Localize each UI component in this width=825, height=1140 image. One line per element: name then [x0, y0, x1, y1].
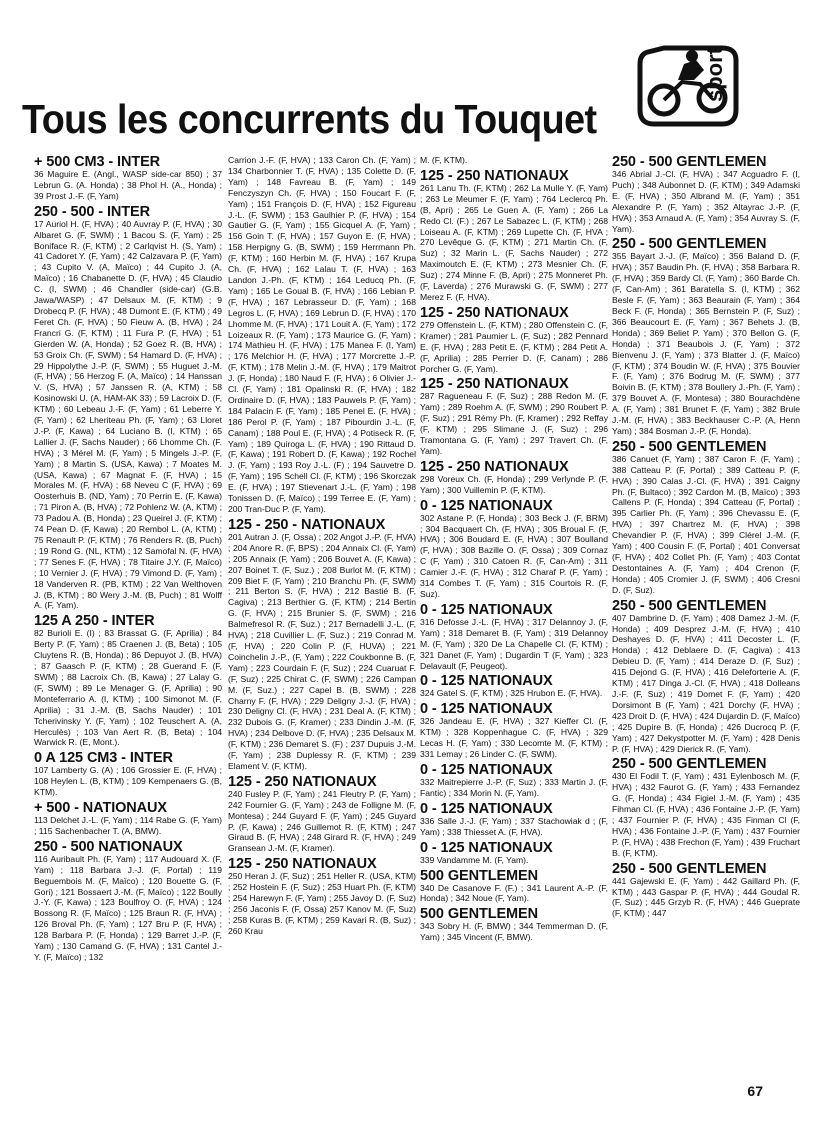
section-heading: 250 - 500 GENTLEMEN [612, 597, 767, 614]
section-heading: 0 A 125 CM3 - INTER [34, 750, 173, 767]
competitor-list: 113 Delchet J.-L. (F, Yam) ; 114 Rabe G. (F, Yam) ; 115 Sachenbacher T. (A, BMW). [34, 815, 222, 836]
svg-text:sport: sport [702, 47, 727, 102]
section-heading: 125 - 250 NATIONAUX [420, 376, 569, 393]
sport-logo [634, 40, 744, 134]
section-heading: + 500 - NATIONAUX [34, 800, 167, 817]
competitor-list: 287 Ragueneau F. (F, Suz) ; 288 Redon M. (F, Yam) ; 289 Roehm A. (F, SWM) ; 290 Roubert P. (F, Suz) ; 291 Rémy Ph. (F, Kramer) ; 292 Reffay (F, KTM) ; 295 Slimane J. (F, Suz) ; 296 Tramontana G. (F, Yam) ; 297 Travert Ch. (F, Yam). [420, 391, 608, 456]
column-4 [612, 155, 800, 919]
competitor-list: 36 Maguire E. (Angl., WASP side-car 850) ; 37 Lebrun G. (A. Honda) ; 38 Phol H. (A., Honda) ; 39 Prost J.-F. (F, Yam) [34, 169, 222, 201]
section-heading: 125 - 250 NATIONAUX [420, 304, 569, 321]
competitor-list: 339 Vandamme M. (F, Yam). [420, 854, 529, 865]
competitor-list: M. (F, KTM). [420, 155, 468, 165]
section-heading: 0 - 125 NATIONAUX [420, 839, 553, 856]
competitor-list: 261 Lanu Th. (F, KTM) ; 262 La Mulle Y. (F, Yam) ; 263 Le Meumer F. (F, Yam) ; 764 Leclercq Ph. (B, Apri) ; 265 Le Guen A. (F, Yam) ; 266 La Redo Cl. (F.) ; 267 Le Sabazec L. (F, KTM) ; 268 Loiseau A. (F, KTM) ; 269 Lupette Ch. (F, HVA ; 270 Levêque G. (F, KTM) ; 271 Martin Ch. (F, Suz) ; 32 Marin L. (F, Sachs Nauder) ; 272 Maximoutch E. (F, KTM) ; 273 Mesnier Ch. (F, Suz) ; 274 Minne F. (B, Apri) ; 275 Monneret Ph. (F, Laverda) ; 276 Murawski G. (F, SWM) ; 277 Merez F. (F, HVA). [420, 182, 608, 302]
section-heading: 250 - 500 GENTLEMEN [612, 154, 767, 170]
competitor-list: 355 Bayart J.-J. (F, Maïco) ; 356 Baland D. (F, HVA) ; 357 Baudin Ph. (F, HVA) ; 358 Barbara R. (F, HVA) ; 359 Bardy Cl. (F, Yam) ; 360 Barde Ch. (F, Can-Am) ; 361 Baratella S. (I, KTM) ; 362 Besle F. (F, Yam) ; 363 Beaurain (F, Yam) ; 364 Beck F. (F, Honda) ; 365 Bernstein P. (F, Suz) ; 366 Beaucourt E. (F, Yam) ; 367 Behets J. (B, Honda) ; 369 Beliet P. Yam) ; 370 Bellon G. (F, Honda) ; 371 Beaubois J. (F, Yam) ; 372 Bienvenu J. (F, Yam) ; 373 Blatter J. (F, Maïco) (F, KTM) ; 374 Boudin W. (F, HVA) ; 375 Bouvier F. (F, Yam) ; 376 Bodrug M. (F, SWM) ; 377 Boivin B. (F, KTM) ; 378 Boullery J.-Ph. (F, Yam) ; 379 Bouvet A. (F, Montesa) ; 380 Bourachdène A. (F, Yam) ; 381 Brunet F. (F, Yam) ; 382 Brule J.-M. (F, HVA) ; 383 Beckhauser C.-P. (A, Henn Yam) ; 384 Bosman J.-P. (F, Honda). [612, 251, 800, 436]
competitor-list: 326 Jandeau E. (F, HVA) ; 327 Kieffer Cl. (F, KTM) ; 328 Koppenhague C. (F, HVA) ; 329 Lecas H. (F, Yam) ; 330 Lecomte M. (F, KTM) ; 331 Lemay ; 26 Linder C. (F, SWM). [420, 716, 608, 760]
section-heading: 125 - 250 NATIONAUX [420, 458, 569, 475]
section-heading: 125 - 250 NATIONAUX [228, 856, 377, 873]
section-heading: 250 - 500 GENTLEMEN [612, 756, 767, 773]
competitor-list: 298 Voreux Ch. (F, Honda) ; 299 Verlynde P. (F, Yam) ; 300 Vuillemin P. (F, KTM). [420, 473, 608, 495]
competitor-list: 116 Auribault Ph. (F, Yam) ; 117 Audouard X. (F, Yam) ; 118 Barbara J.-J. (F, Portal) ; 119 Beguembois M. (F, Maïco) ; 120 Bouette G. (F, Gori) ; 121 Bossaert J.-M. (F, Maïco) ; 122 Boully J.-Y. (F, Kawa) ; 123 Boulfroy O. (F, HVA) ; 124 Bossong R. (F, Maïco) ; 125 Braun R. (F, HVA) ; 126 Broval Ph. (F, Yam) ; 127 Bru P. (F, HVA) ; 128 Barbara P. (F, Honda) ; 129 Barret J.-P. (F, Yam) ; 130 Camand G. (F, HVA) ; 131 Cantel J.-Y. (F, Maïco) ; 132 [34, 853, 222, 962]
competitor-list: 324 Gatel S. (F, KTM) ; 325 Hrubon E. (F, HVA). [420, 688, 603, 699]
section-heading: 0 - 125 NATIONAUX [420, 497, 553, 514]
section-heading: 125 A 250 - INTER [34, 613, 155, 630]
competitor-list: 17 Auriol H. (F, HVA) ; 40 Auvray P. (F, HVA) ; 30 Albaret G. (F, SWM) ; 1 Bacou S. (F, Yam) ; 25 Boniface R. (F, KTM) ; 2 Carlqvist H. (S, Yam) ; 41 Cadoret Y. (F, Yam) ; 42 Calzavara P. (F, Yam) ; 43 Cupito V. (A, Maïco) ; 44 Cupito J. (A, Maïco) ; 16 Chabanette D. (F, HVA) ; 45 Claudio C. (I, SWM) ; 46 Chandler (side-car) (G.B. Jawa/WASP) ; 47 Delsaux M. (F, KTM) ; 9 Drobecq P. (F, HVA) ; 48 Dumont E. (F, KTM) ; 49 Feret Ch. (F, HVA) ; 50 Fieuw A. (B, HVA) ; 24 Francri G. (F, KTM) ; 11 Fura P. (F, HVA) ; 51 Gierden W. (A, Honda) ; 52 Goez R. (B, HVA) ; 53 Groix Ch. (F, SWM) ; 54 Hamard D. (F, HVA) ; 29 Hippolythe J.-P. (F, SWM) ; 55 Huguet J.-M. (F, HVA) ; 56 Herzog F. (A, Maïco) ; 14 Hanssan V. (S, HVA) ; 57 Janssen R. (A, KTM) ; 58 Kosinowski U. (A, HAM-AK 33) ; 59 Lacroix D. (F, KTM) ; 60 Lebeau J.-F. (F, Yam) ; 61 Leberre Y. (F, Yam) ; 62 Lheriteau Ph. (F, Yam) ; 63 Lloret J.-P. (F, Kawa) ; 64 Luciano B. (I, KTM) ; 65 Lallier J. (F, Sachs Nauder) ; 66 Lhomme Ch. (F. HVA) ; 3 Mérel M. (F, Yam) ; 5 Mingels J.-P. (F, Yam) ; 8 Martin S. (USA, Kawa) ; 7 Moates M. (USA, Kawa) ; 67 Magnat F. (F, HVA) ; 15 Morales M. (F, HVA) ; 68 Neveu C (F, HVA) ; 69 Oosterhuis B. (ND, Yam) ; 70 Perrin E. (F, Kawa) ; 71 Piron A. (B, HVA) ; 72 Pohlenz W. (A, KTM) ; 73 Padou A. (B, Honda) ; 23 Queirel J. (F, KTM) ; 74 Pean D. (F, Kawa) ; 20 Rembol L. (A, KTM) ; 75 Renault P. (F, KTM) ; 76 Renders R. (B, Puch) ; 19 Rond G. (NL, KTM) ; 12 Samofal N. (F, HVA) ; 77 Senes F. (F, HVA) ; 78 Titaire J.Y. (F, Maïco) ; 10 Vernier J. (F, HVA) ; 79 Vimond D. (F, Yam) ; 18 Vanderven R. (PB, KTM) ; 22 Van Welthoven J. (B, KTM) ; 80 Wery J.-M. (B, Puch) ; 81 Wolff A. (F, Yam). [34, 218, 222, 611]
competitor-list: 386 Canuet (F, Yam) ; 387 Caron F. (F, Yam) ; 388 Catteau P. (F, Portal) ; 389 Catteau P. (F, HVA) ; 390 Calas J.-Cl. (F, HVA) ; 391 Caigny Ph. (F, Bultaco) ; 392 Cardon M. (B, Maïco) ; 393 Callens P. (F, Honda) ; 394 Catteau (F, Portal) ; 395 Carlier Ph. (F, Yam) ; 396 Chevassu E. (F, HVA) ; 397 Chartrez M. (F, HVA) ; 398 Chevandier P. (F, HVA) ; 399 Clérel J.-M. (F, Yam) ; 400 Cousin F. (F, Portal) ; 401 Conversat (F, HVA) ; 402 Collet Ph. (F, Yam) ; 403 Contat Destontaines A. (F, Yam) ; 404 Crenon (F, Honda) ; 405 Cromier J. (F, SWM) ; 406 Cresni D. (F, Suz). [612, 453, 800, 595]
section-heading: 0 - 125 NATIONAUX [420, 673, 553, 690]
section-heading: 125 - 250 NATIONAUX [420, 167, 569, 184]
section-heading: 0 - 125 NATIONAUX [420, 761, 553, 778]
section-heading: 500 GENTLEMEN [420, 906, 538, 923]
section-heading: 0 - 125 NATIONAUX [420, 601, 553, 618]
section-heading: 0 - 125 NATIONAUX [420, 800, 553, 817]
competitor-list: 430 El Fodil T. (F, Yam) ; 431 Eylenbosch M. (F, HVA) ; 432 Faurot G. (F, Yam) ; 433 Fernandez G. (F, Honda) ; 434 Figiel J.-M. (F, Yam) ; 435 Fihman Cl. (F, HVA) ; 436 Fontaine J.-P. (F, Yam) ; 437 Fournier P. (F, HVA) ; 435 Finman Cl (F, HVA) ; 436 Fontaine J.-P. (F, Yam) ; 437 Fournier P. (F, HVA) ; 438 Frechon (F, Yam) ; 439 Fruchart B. (F, KTM). [612, 771, 800, 858]
competitor-list: 279 Offenstein L. (F, KTM) ; 280 Offenstein C. (F, Kramer) ; 281 Paumier L. (F, Suz) ; 282 Pennard E. (F, HVA) ; 283 Petit E. (F, KTM) ; 284 Petit A. (F, Aprilia) ; 285 Perrier D. (F, Canam) ; 286 Porcher G. (F, Yam). [420, 319, 608, 374]
competitor-list: 336 Salle J.-J. (F, Yam) ; 337 Stachowiak d ; (F, Yam) ; 338 Thiesset A. (F, HVA). [420, 815, 608, 837]
column-2 [228, 155, 416, 937]
competitor-list: Carrion J.-F. (F, HVA) ; 133 Caron Ch. (F, Yam) ; 134 Charbonnier T. (F, HVA) ; 135 Colette D. (F, Yam) ; 148 Favreau B. (F, Yam) ; 149 Fenczyszyn Ch. (F, HVA) ; 150 Foucart F. (F, Yam) ; 151 François D. (F, HVA) ; 152 Figureau J.-L. (F, SWM) ; 153 Gaulhier P. (F, HVA) ; 154 Gautier G. (F, Yam) ; 155 Gicquel A. (F, Yam) ; 156 Goin T. (F, HVA) ; 157 Guyon E. (F, HVA) ; 158 Herpigny G. (B, SWM) ; 159 Herrmann Ph. (F, KTM) ; 160 Herbin M. (F, HVA) ; 167 Krupa Ch. (F, HVA) ; 162 Lalau T. (F, HVA) ; 163 Landon J.-Ph. (F, KTM) ; 164 Leducq Ph. (F, Yam) ; 165 Le Goual B. (F, HVA) ; 166 Lebian P. (F, HVA) ; 167 Lebrasseur D. (F, Yam) ; 168 Legros L. (F, HVA) ; 169 Lebrun D. (F, HVA) ; 170 Lhomme M. (F, HVA) ; 171 Louit A. (F, Yam) ; 172 Loizeaux R. (F, Yam) ; 173 Maurice G. (F, Yam) ; 174 Mathieu H. (F, HVA) ; 175 Manea F. (I, Yam) ; 176 Melchior H. (F, HVA) ; 177 Morcrette J.-P. (F, KTM) ; 178 Melin J.-M. (F, HVA) ; 179 Maitrot J. (F, Honda) ; 180 Naud F. (F, HVA) ; 6 Olivier J.-Cl. (F, Yam) ; 181 Opalinski R. (F, HVA) ; 182 Ordinaire D. (F, HVA) ; 183 Pauwels P. (F, Yam) ; 184 Palacin F. (F, Yam) ; 185 Penel E. (F, HVA) ; 186 Perol P. (F, Yam) ; 187 Pibourdin J.-L. (F, Canam) ; 188 Poul E. (F, HVA) ; 4 Potiseck R. (F, Yam) ; 189 Quiroga L. (F, HVA) ; 190 Rittaud D. (F, Kawa) ; 191 Robert D. (F, Kawa) ; 192 Rochel J. (F, Yam) ; 193 Roy J.-L. (F) ; 194 Sauvetre D. (F, Yam) ; 195 Schell Cl. (F, KTM) ; 196 Skorczak E. (F, HVA) ; 197 Stievenart J.-L. (F, Yam) ; 198 Tonissen D. (F, Maïco) ; 199 Terree E. (F, Yam) ; 200 Tran-Duc P. (F, Yam). [228, 155, 416, 514]
section-heading: 125 - 250 NATIONAUX [228, 773, 377, 790]
column-3 [420, 155, 608, 943]
page-title: Tous les concurrents du Touquet [22, 96, 597, 142]
section-heading: 125 - 250 - NATIONAUX [228, 516, 386, 533]
competitor-list: 340 De Casanove F. (F.) ; 341 Laurent A.-P. (F, Honda) ; 342 Noue (F, Yam). [420, 882, 608, 904]
section-heading: 250 - 500 GENTLEMEN [612, 860, 767, 877]
section-heading: 250 - 500 NATIONAUX [34, 838, 183, 855]
competitor-list: 343 Sobry H. (F, BMW) ; 344 Temmerman D. (F, Yam) ; 345 Vincent (F, BMW). [420, 921, 608, 943]
section-heading: + 500 CM3 - INTER [34, 154, 161, 170]
competitor-list: 441 Gajewski E. (F, Yam) ; 442 Gaillard Ph. (F, KTM) ; 443 Gaspar P. (F, HVA) ; 444 Goudal R. (F, Suz) ; 445 Grzyb R. (F, HVA) ; 446 Gueprate (F, KTM) ; 447 [612, 875, 800, 919]
competitor-list: 302 Astane P. (F, Honda) ; 303 Beck J. (F, BRM) ; 304 Bacquaert Ch. (F, HVA) ; 305 Broual F. (F, HVA) ; 306 Boudard E. (F, HVA) ; 307 Boulland (F, HVA) ; 308 Bazille O. (F, Ossa) ; 309 Cornaz C (F, Yam) ; 310 Catoen R. (F, Can-Am) ; 311 Camier J.-F. (F, HVA) ; 312 Charaf P. (F, Yam) ; 314 Combes T. (F, Yam) ; 315 Courtois R. (F, Suz). [420, 512, 608, 599]
page-number: 67 [747, 1083, 763, 1099]
section-heading: 250 - 500 GENTLEMEN [612, 236, 767, 253]
competitor-list: 240 Fusley P. (F, Yam) ; 241 Fleutry P. (F, Yam) ; 242 Fournier G. (F, Yam) ; 243 de Folligne M. (F, Montesa) ; 244 Guyard F. (F, Yam) ; 245 Guyard P. (F, Kawa) ; 246 Guillemot R. (F, KTM) ; 247 Giraud B. (F, HVA) ; 248 Girard R. (F, HVA) ; 249 Gransean J.-M. (F, Kramer). [228, 788, 416, 854]
section-heading: 500 GENTLEMEN [420, 867, 538, 884]
competitor-list: 346 Abrial J.-Cl. (F, HVA) ; 347 Acguadro F. (I, Puch) ; 348 Aubonnet D. (F, KTM) ; 349 Adamski E. (F, HVA) ; 350 Albrand M. (F, Yam) ; 351 Alexandre P. (F, Yam) ; 352 Altayrac J.-P. (F, HVA) ; 353 Arnaud A. (F, Yam) ; 354 Auvray S. (F, Yam). [612, 169, 800, 234]
competitor-list: 250 Heran J. (F, Suz) ; 251 Heller R. (USA, KTM) ; 252 Hostein F. (F, Suz) ; 253 Huart Ph. (F, KTM) ; 254 Harewyn F. (F, Yam) ; 255 Javoy D. (F, Suz) ; 256 Jaconis F. (F, Ossa) 257 Kanov M. (F, Suz) ; 258 Kuras B. (F, KTM) ; 259 Kavari R. (B, Suz) ; 260 Krau [228, 871, 416, 936]
competitor-list: 332 Maitrepierre J.-P. (F, Suz) ; 333 Martin J. (F, Fantic) ; 334 Morin N. (F, Yam). [420, 776, 608, 798]
section-heading: 250 - 500 - INTER [34, 203, 150, 220]
competitor-list: 316 Defosse J.-L. (F, HVA) ; 317 Delannoy J. (F, Yam) ; 318 Demaret B. (F, Yam) ; 319 Delannoy M. (F, Yam) ; 320 De La Chapelle Cl. (F, KTM) ; 321 Danet (F, Yam) ; Dugardin T (F, Yam) ; 323 Delavault (F, Peugeot). [420, 616, 608, 671]
competitor-list: 107 Lamberty G. (A) ; 106 Grossier E. (F, HVA) ; 108 Heylen L. (B, KTM) ; 109 Kempenaers G. (B, KTM). [34, 765, 222, 798]
section-heading: 0 - 125 NATIONAUX [420, 701, 553, 718]
section-heading: 250 - 500 GENTLEMEN [612, 438, 767, 455]
column-1 [34, 155, 222, 963]
competitor-list: 407 Dambrine D. (F, Yam) ; 408 Damez J.-M. (F, Honda) ; 409 Desprez J.-M. (F, HVA) ; 410 Deshayes D. (F, HVA) ; 411 Decoster L. (F, Honda) ; 412 Deblaere D. (F, Cagiva) ; 413 Debieu D. (F, Yam) ; 414 Deraze D. (F, Suz) ; 415 Dejond G. (F, HVA) ; 416 Deleforterie A. (F, KTM) ; 417 Dinga J.-Cl. (F, HVA) ; 418 Dolleans J.-F. (F, Suz) ; 419 Domet F. (F, Yam) ; 420 Dorsimont B (F, Yam) ; 421 Dorchy (F, HVA) ; 423 Droit D. (F, HVA) ; 424 Dujardin D. (F, Maïco) ; 425 Dupire B. (F, Honda) ; 426 Ducrocq P. (F, Yam) ; 427 Dekystpotter M. (F, Yam) ; 428 Denis P. (F, HVA) ; 429 Dierick R. (F, Yam). [612, 612, 800, 754]
competitor-list: 82 Burioli E. (I) ; 83 Brassat G. (F, Aprilia) ; 84 Berty P. (F, Yam) ; 85 Craenen J. (B, Beta) ; 105 Cluytens R. (B, Honda) ; 86 Depuyot J. (B, HVA) ; 87 Gaasch P. (F, KTM) ; 28 Guerand F. (F, SWM) ; 88 Lacroix Ch. (B, Kawa) ; 27 Lalay G. (F, SWM) ; 89 Le Menager G. (F, Aprilia) ; 90 Monteferrario A. (I, KTM) ; 100 Simonot M. (F, Aprilia) ; 31 J.-M. (B, Sachs Nauder) ; 101 Tcherivinsky Y. (F, Yam) ; 102 Teuschert A. (A, Herculès) ; 103 Van Aert R. (B, Beta) ; 104 Warwick R. (E, Mont.). [34, 628, 222, 748]
competitor-list: 201 Autran J. (F, Ossa) ; 202 Angot J.-P. (F, HVA) ; 204 Anore R. (F, BPS) ; 204 Annaix Cl. (F, Yam) ; 205 Annaix (F, Yam) ; 206 Bouvet A. (F, Kawa) ; 207 Boinet T. (F, Suz.) ; 208 Burlot M. (F, KTM) ; 209 Biet F. (F, Yam) ; 210 Branchu Ph. (F, SWM) ; 211 Berton S. (F, HVA) ; 212 Bastié B. (F, Cagiva) ; 213 Berthier G. (F, KTM) ; 214 Bertin G. (F, HVA) ; 215 Brunier S. (F, SWM) ; 216 Balmefresol R. (F, Suz.) ; 217 Bernadelli J.-L. (F, HVA) ; 218 Cuvillier L. (F, Suz.) ; 219 Conrad M. (F, HVA) ; 220 Colin P. (F, HUVA) ; 221 Coinchelin J.-P., (F, Yam) ; 222 Coukbonne B. (F, Yam) ; 223 Courdain F. (F, Suz) ; 224 Cuaruat F. (F, Suz) ; 225 Chirat C. (F, SWM) ; 226 Campan M. (F, Suz.) ; 227 Capel B. (B, SWM) ; 228 Charny F. (F, HVA) ; 229 Deligny J.-J. (F, HVA) ; 230 Deligny Cl. (F, HVA) ; 231 Deal A. (F, KTM) ; 232 Dubois G. (F, Kramer) ; 233 Dindin J.-M. (F, HVA) ; 234 Delbove D. (F, HVA) ; 235 Delsaux M. (F, KTM) ; 236 Demaret S. (F) ; 237 Dupuis J.-M. (F, Yam) ; 238 Duplessy R. (F, KTM) ; 239 Elament V. (F, KTM). [228, 531, 416, 771]
